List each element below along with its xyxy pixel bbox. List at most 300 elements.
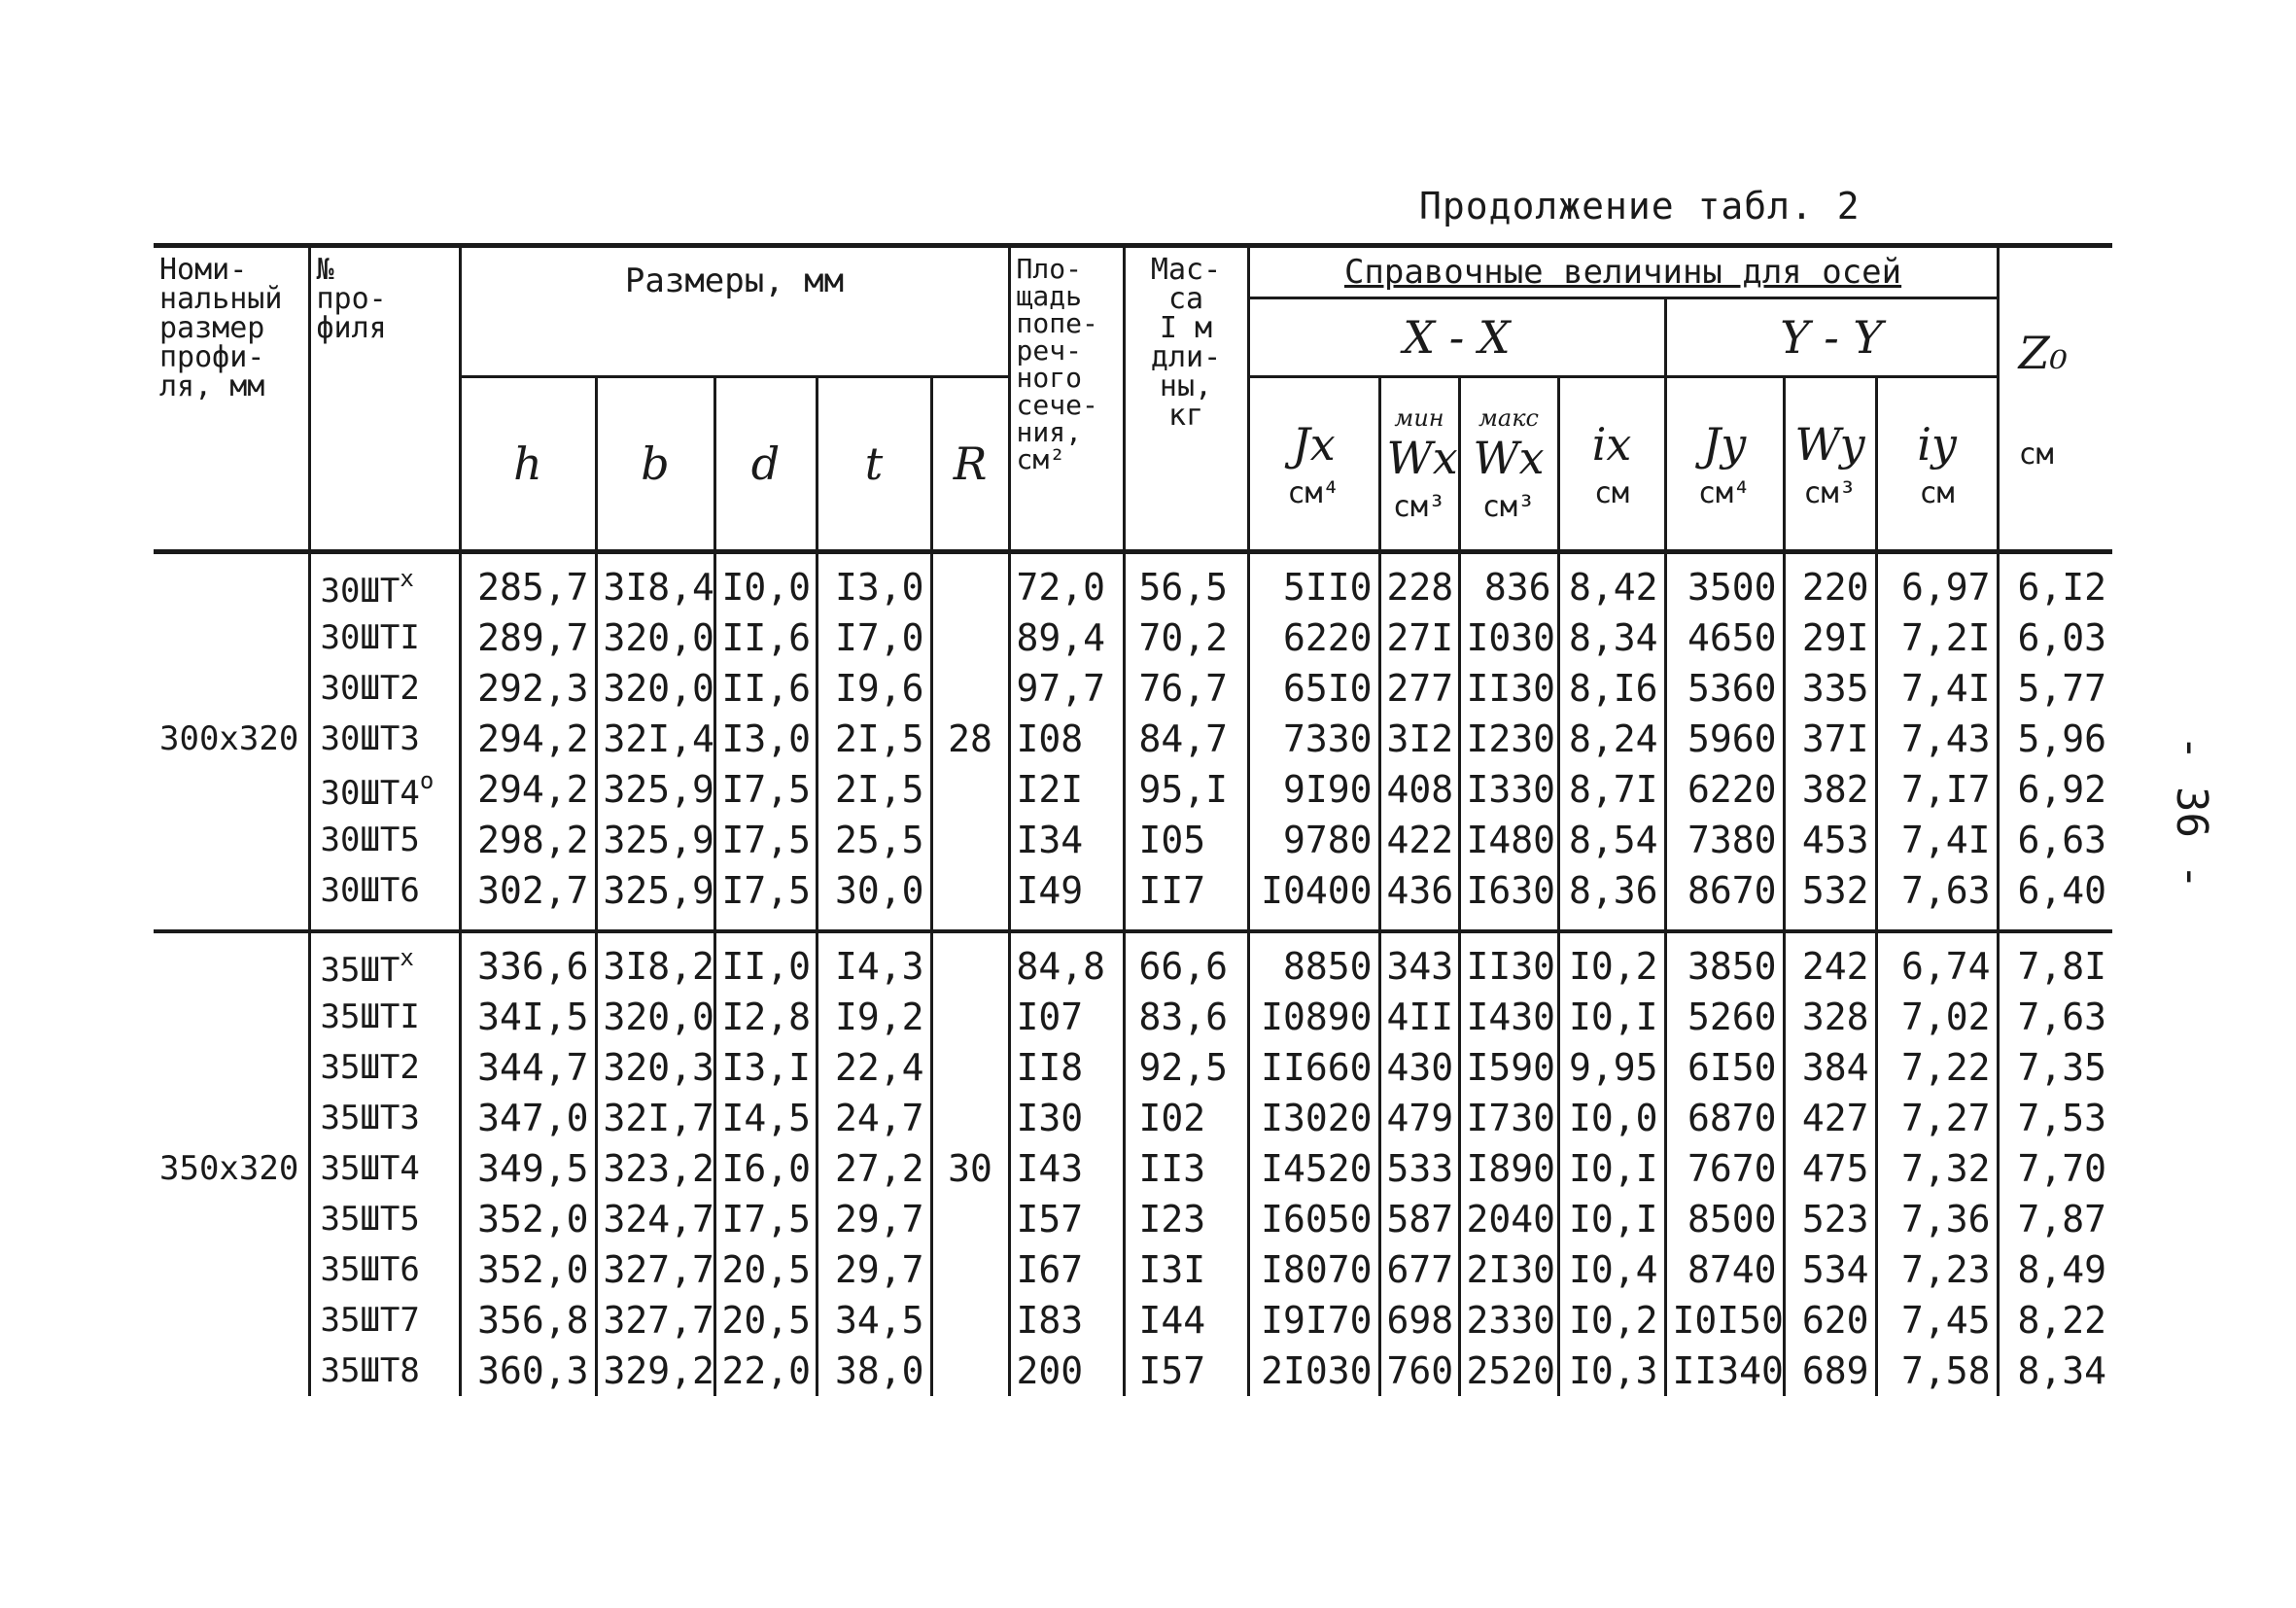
iy-cell: 7,45 — [1876, 1295, 1998, 1346]
ix-cell: I0,0 — [1558, 1093, 1665, 1143]
z0-cell: 6,03 — [1998, 612, 2112, 663]
wy-cell: 384 — [1784, 1042, 1876, 1093]
profile-cell — [309, 663, 460, 714]
area-cell: I83 — [1009, 1295, 1124, 1346]
wx-max-cell: I630 — [1459, 865, 1558, 916]
iy-cell: 7,32 — [1876, 1143, 1998, 1194]
table-row — [154, 1295, 2112, 1346]
area-cell: I57 — [1009, 1194, 1124, 1244]
iy-cell: 7,58 — [1876, 1346, 1998, 1396]
wy-header: Wy см³ — [1784, 377, 1876, 552]
jy-cell: 7670 — [1665, 1143, 1784, 1194]
h-cell: 336,6 — [460, 931, 596, 992]
jx-cell: 2I030 — [1248, 1346, 1379, 1396]
table-row — [154, 992, 2112, 1042]
mass-header: Мас- са I м дли- ны, кг — [1124, 246, 1248, 552]
wy-cell: 620 — [1784, 1295, 1876, 1346]
ix-cell: 8,34 — [1558, 612, 1665, 663]
jx-cell: 8850 — [1248, 931, 1379, 992]
wy-cell: 382 — [1784, 764, 1876, 815]
wy-cell: 328 — [1784, 992, 1876, 1042]
ix-cell: I0,4 — [1558, 1244, 1665, 1295]
z0-cell: 5,77 — [1998, 663, 2112, 714]
iy-header: iy см — [1876, 377, 1998, 552]
ix-cell: I0,2 — [1558, 1295, 1665, 1346]
mass-cell: 76,7 — [1124, 663, 1248, 714]
d-header: d — [714, 377, 817, 552]
b-cell: 3I8,2 — [596, 931, 714, 992]
jy-cell: 3850 — [1665, 931, 1784, 992]
table-row — [154, 865, 2112, 916]
iy-cell: 7,63 — [1876, 865, 1998, 916]
profile-cell — [309, 815, 460, 865]
group-separator — [154, 916, 2112, 931]
b-cell: 323,2 — [596, 1143, 714, 1194]
z0-cell: 6,40 — [1998, 865, 2112, 916]
area-cell: II8 — [1009, 1042, 1124, 1093]
jx-cell: I3020 — [1248, 1093, 1379, 1143]
ix-cell: 8,7I — [1558, 764, 1665, 815]
ix-cell: I0,2 — [1558, 931, 1665, 992]
z0-cell: 7,63 — [1998, 992, 2112, 1042]
profile-label: 35ШТ7 — [320, 1301, 420, 1340]
r-cell — [931, 1194, 1009, 1244]
jy-cell: 6220 — [1665, 764, 1784, 815]
table-row — [154, 612, 2112, 663]
jx-cell: II660 — [1248, 1042, 1379, 1093]
nominal-size-cell — [154, 815, 309, 865]
b-cell: 327,7 — [596, 1295, 714, 1346]
profile-cell — [309, 1093, 460, 1143]
table-row — [154, 764, 2112, 815]
h-cell: 289,7 — [460, 612, 596, 663]
table-row — [154, 663, 2112, 714]
d-cell: II,6 — [714, 612, 817, 663]
mass-cell: I23 — [1124, 1194, 1248, 1244]
profile-label: 30ШТ — [320, 571, 400, 611]
ix-cell: I0,3 — [1558, 1346, 1665, 1396]
b-cell: 329,2 — [596, 1346, 714, 1396]
wx-min-cell: 3I2 — [1379, 714, 1459, 764]
b-cell: 325,9 — [596, 865, 714, 916]
area-cell: 89,4 — [1009, 612, 1124, 663]
nominal-size-cell — [154, 663, 309, 714]
b-cell: 324,7 — [596, 1194, 714, 1244]
separator-cell — [817, 916, 931, 931]
h-cell: 298,2 — [460, 815, 596, 865]
table-body — [154, 552, 2112, 1397]
t-cell: 24,7 — [817, 1093, 931, 1143]
r-cell — [931, 865, 1009, 916]
nominal-size-cell — [154, 1194, 309, 1244]
iy-cell: 7,I7 — [1876, 764, 1998, 815]
wx-min-cell: 27I — [1379, 612, 1459, 663]
h-cell: 360,3 — [460, 1346, 596, 1396]
area-cell: 84,8 — [1009, 931, 1124, 992]
jy-cell: II340 — [1665, 1346, 1784, 1396]
z0-cell: 7,8I — [1998, 931, 2112, 992]
z0-cell: 7,70 — [1998, 1143, 2112, 1194]
table-row — [154, 815, 2112, 865]
profile-mark: x — [400, 943, 414, 971]
h-cell: 347,0 — [460, 1093, 596, 1143]
iy-cell: 7,02 — [1876, 992, 1998, 1042]
mass-cell: 84,7 — [1124, 714, 1248, 764]
r-cell — [931, 992, 1009, 1042]
z0-cell: 6,I2 — [1998, 552, 2112, 613]
profile-cell — [309, 865, 460, 916]
d-cell: I3,I — [714, 1042, 817, 1093]
profiles-table — [154, 243, 2112, 1396]
t-cell: I9,6 — [817, 663, 931, 714]
h-cell: 285,7 — [460, 552, 596, 613]
iy-cell: 7,2I — [1876, 612, 1998, 663]
jy-cell: 3500 — [1665, 552, 1784, 613]
wx-max-cell: 2I30 — [1459, 1244, 1558, 1295]
t-cell: 29,7 — [817, 1244, 931, 1295]
mass-cell: 83,6 — [1124, 992, 1248, 1042]
axis-y-header: Y - Y — [1665, 298, 1998, 377]
r-cell — [931, 1295, 1009, 1346]
ix-cell: I0,I — [1558, 992, 1665, 1042]
wx-max-cell: II30 — [1459, 663, 1558, 714]
iy-cell: 6,74 — [1876, 931, 1998, 992]
ix-cell: 9,95 — [1558, 1042, 1665, 1093]
jx-cell: I4520 — [1248, 1143, 1379, 1194]
jy-cell: 5260 — [1665, 992, 1784, 1042]
nominal-size-cell — [154, 931, 309, 992]
separator-cell — [1459, 916, 1558, 931]
table-row — [154, 552, 2112, 613]
profile-cell — [309, 1244, 460, 1295]
wx-min-cell: 533 — [1379, 1143, 1459, 1194]
r-cell — [931, 1093, 1009, 1143]
iy-cell: 7,4I — [1876, 663, 1998, 714]
wy-cell: 242 — [1784, 931, 1876, 992]
iy-cell: 7,22 — [1876, 1042, 1998, 1093]
mass-cell: I3I — [1124, 1244, 1248, 1295]
wx-max-cell: 2330 — [1459, 1295, 1558, 1346]
ix-cell: 8,54 — [1558, 815, 1665, 865]
profile-label: 35ШТ2 — [320, 1048, 420, 1087]
jx-cell: 7330 — [1248, 714, 1379, 764]
profile-cell — [309, 1295, 460, 1346]
jy-cell: 8500 — [1665, 1194, 1784, 1244]
ix-cell: 8,24 — [1558, 714, 1665, 764]
separator-cell — [1248, 916, 1379, 931]
d-cell: I2,8 — [714, 992, 817, 1042]
separator-cell — [1124, 916, 1248, 931]
nominal-size-cell — [154, 1295, 309, 1346]
t-cell: 2I,5 — [817, 764, 931, 815]
wx-min-cell: 228 — [1379, 552, 1459, 613]
mass-cell: 66,6 — [1124, 931, 1248, 992]
d-cell: I0,0 — [714, 552, 817, 613]
b-cell: 320,0 — [596, 992, 714, 1042]
profile-label: 35ШТ3 — [320, 1099, 420, 1137]
d-cell: I7,5 — [714, 764, 817, 815]
nominal-size-cell — [154, 764, 309, 815]
jx-cell: 9780 — [1248, 815, 1379, 865]
z0-cell: 8,49 — [1998, 1244, 2112, 1295]
jx-cell: 65I0 — [1248, 663, 1379, 714]
wy-cell: 220 — [1784, 552, 1876, 613]
jx-header: Jx см⁴ — [1248, 377, 1379, 552]
profile-cell — [309, 552, 460, 613]
wx-max-cell: 2520 — [1459, 1346, 1558, 1396]
table-row — [154, 1143, 2112, 1194]
nominal-size-cell — [154, 1244, 309, 1295]
profile-number-header: № про- филя — [309, 246, 460, 552]
wy-cell: 523 — [1784, 1194, 1876, 1244]
wx-max-cell: 2040 — [1459, 1194, 1558, 1244]
jy-cell: 8670 — [1665, 865, 1784, 916]
area-cell: I43 — [1009, 1143, 1124, 1194]
jy-cell: 6870 — [1665, 1093, 1784, 1143]
h-cell: 352,0 — [460, 1194, 596, 1244]
h-cell: 302,7 — [460, 865, 596, 916]
z0-header: Z₀ см — [1998, 246, 2112, 552]
profile-label: 30ШТ3 — [320, 719, 420, 758]
wx-max-cell: 836 — [1459, 552, 1558, 613]
mass-cell: II3 — [1124, 1143, 1248, 1194]
jy-cell: 5960 — [1665, 714, 1784, 764]
wx-max-cell: I230 — [1459, 714, 1558, 764]
area-cell: I08 — [1009, 714, 1124, 764]
wx-max-cell: I430 — [1459, 992, 1558, 1042]
area-cell: 97,7 — [1009, 663, 1124, 714]
wy-cell: 37I — [1784, 714, 1876, 764]
mass-cell: 95,I — [1124, 764, 1248, 815]
area-cell: I30 — [1009, 1093, 1124, 1143]
t-cell: 22,4 — [817, 1042, 931, 1093]
table-row — [154, 1042, 2112, 1093]
jy-cell: 7380 — [1665, 815, 1784, 865]
wx-max-cell: I730 — [1459, 1093, 1558, 1143]
separator-cell — [714, 916, 817, 931]
z0-cell: 7,35 — [1998, 1042, 2112, 1093]
profile-label: 35ШТ6 — [320, 1250, 420, 1289]
d-cell: 20,5 — [714, 1295, 817, 1346]
iy-cell: 7,36 — [1876, 1194, 1998, 1244]
z0-cell: 6,63 — [1998, 815, 2112, 865]
wx-min-cell: 677 — [1379, 1244, 1459, 1295]
profile-label: 35ШТ8 — [320, 1351, 420, 1390]
r-cell — [931, 552, 1009, 613]
b-cell: 3I8,4 — [596, 552, 714, 613]
wx-max-cell: I030 — [1459, 612, 1558, 663]
t-cell: 25,5 — [817, 815, 931, 865]
profile-label: 30ШТ5 — [320, 821, 420, 859]
profile-label: 35ШТ — [320, 950, 400, 990]
nominal-size-cell — [154, 865, 309, 916]
table-caption: Продолжение табл. 2 — [1419, 185, 1861, 227]
profile-label: 30ШТ4 — [320, 773, 420, 813]
mass-cell: II7 — [1124, 865, 1248, 916]
z0-cell: 7,87 — [1998, 1194, 2112, 1244]
profile-mark: x — [400, 564, 414, 592]
d-cell: I7,5 — [714, 1194, 817, 1244]
separator-cell — [1876, 916, 1998, 931]
mass-cell: 92,5 — [1124, 1042, 1248, 1093]
mass-cell: 56,5 — [1124, 552, 1248, 613]
wx-min-header: мин Wx см³ — [1379, 377, 1459, 552]
b-cell: 320,3 — [596, 1042, 714, 1093]
jx-cell: 9I90 — [1248, 764, 1379, 815]
t-cell: I3,0 — [817, 552, 931, 613]
jx-cell: 5II0 — [1248, 552, 1379, 613]
t-cell: 29,7 — [817, 1194, 931, 1244]
profile-label: 35ШТ5 — [320, 1200, 420, 1239]
area-cell: 200 — [1009, 1346, 1124, 1396]
nominal-size-header: Номи- нальный размер профи- ля, мм — [154, 246, 309, 552]
r-cell — [931, 931, 1009, 992]
h-cell: 292,3 — [460, 663, 596, 714]
d-cell: I7,5 — [714, 815, 817, 865]
separator-cell — [1558, 916, 1665, 931]
r-cell — [931, 1042, 1009, 1093]
h-header: h — [460, 377, 596, 552]
b-cell: 320,0 — [596, 663, 714, 714]
separator-cell — [1784, 916, 1876, 931]
b-header: b — [596, 377, 714, 552]
profile-label: 30ШТ6 — [320, 871, 420, 910]
separator-cell — [1665, 916, 1784, 931]
wx-min-cell: 277 — [1379, 663, 1459, 714]
h-cell: 352,0 — [460, 1244, 596, 1295]
profile-cell — [309, 764, 460, 815]
h-cell: 356,8 — [460, 1295, 596, 1346]
b-cell: 327,7 — [596, 1244, 714, 1295]
wy-cell: 335 — [1784, 663, 1876, 714]
jy-cell: I0I50 — [1665, 1295, 1784, 1346]
area-cell: 72,0 — [1009, 552, 1124, 613]
r-cell — [931, 815, 1009, 865]
h-cell: 294,2 — [460, 714, 596, 764]
wx-min-cell: 343 — [1379, 931, 1459, 992]
profile-cell — [309, 992, 460, 1042]
profile-cell — [309, 931, 460, 992]
separator-cell — [931, 916, 1009, 931]
wy-cell: 29I — [1784, 612, 1876, 663]
jx-cell: I8070 — [1248, 1244, 1379, 1295]
profile-cell — [309, 1042, 460, 1093]
separator-cell — [1009, 916, 1124, 931]
table-row — [154, 1244, 2112, 1295]
h-cell: 294,2 — [460, 764, 596, 815]
d-cell: I3,0 — [714, 714, 817, 764]
table-row — [154, 1194, 2112, 1244]
wx-min-cell: 436 — [1379, 865, 1459, 916]
jy-cell: 4650 — [1665, 612, 1784, 663]
wy-cell: 534 — [1784, 1244, 1876, 1295]
wy-cell: 689 — [1784, 1346, 1876, 1396]
nominal-size-cell — [154, 1346, 309, 1396]
wx-min-cell: 430 — [1379, 1042, 1459, 1093]
d-cell: II,0 — [714, 931, 817, 992]
separator-cell — [1379, 916, 1459, 931]
iy-cell: 7,23 — [1876, 1244, 1998, 1295]
mass-cell: I02 — [1124, 1093, 1248, 1143]
jx-cell: I0400 — [1248, 865, 1379, 916]
h-cell: 34I,5 — [460, 992, 596, 1042]
wx-max-cell: II30 — [1459, 931, 1558, 992]
r-header: R — [931, 377, 1009, 552]
nominal-size-cell: 350x320 — [159, 1149, 299, 1188]
ix-cell: 8,I6 — [1558, 663, 1665, 714]
nominal-size-cell — [154, 1093, 309, 1143]
z0-cell: 6,92 — [1998, 764, 2112, 815]
r-cell — [931, 764, 1009, 815]
r-cell — [931, 1244, 1009, 1295]
z0-cell: 5,96 — [1998, 714, 2112, 764]
jy-cell: 8740 — [1665, 1244, 1784, 1295]
t-cell: I4,3 — [817, 931, 931, 992]
ix-cell: 8,42 — [1558, 552, 1665, 613]
iy-cell: 6,97 — [1876, 552, 1998, 613]
d-cell: 22,0 — [714, 1346, 817, 1396]
page-number: - 36 - — [2166, 735, 2216, 890]
t-cell: 30,0 — [817, 865, 931, 916]
table-row — [154, 931, 2112, 992]
profile-label: 30ШТI — [320, 618, 420, 657]
d-cell: II,6 — [714, 663, 817, 714]
r-cell: 30 — [931, 1143, 1009, 1194]
area-header: Пло- щадь попе- реч- ного сече- ния, см² — [1009, 246, 1124, 552]
b-cell: 32I,4 — [596, 714, 714, 764]
d-cell: I6,0 — [714, 1143, 817, 1194]
nominal-size-cell — [154, 612, 309, 663]
reference-values-header: Справочные величины для осей — [1248, 246, 1998, 298]
profile-cell — [309, 1346, 460, 1396]
separator-cell — [1998, 916, 2112, 931]
ix-header: ix см — [1558, 377, 1665, 552]
profile-cell — [309, 612, 460, 663]
t-cell: 38,0 — [817, 1346, 931, 1396]
ix-cell: 8,36 — [1558, 865, 1665, 916]
mass-cell: 70,2 — [1124, 612, 1248, 663]
axis-x-header: X - X — [1248, 298, 1665, 377]
wx-max-cell: I480 — [1459, 815, 1558, 865]
b-cell: 325,9 — [596, 815, 714, 865]
wy-cell: 475 — [1784, 1143, 1876, 1194]
nominal-size-cell — [154, 992, 309, 1042]
profile-label: 35ШТ4 — [320, 1149, 420, 1188]
r-cell — [931, 663, 1009, 714]
profile-cell — [309, 1143, 460, 1194]
wx-max-cell: I330 — [1459, 764, 1558, 815]
d-cell: 20,5 — [714, 1244, 817, 1295]
t-cell: 2I,5 — [817, 714, 931, 764]
profile-label: 30ШТ2 — [320, 669, 420, 708]
z0-cell: 7,53 — [1998, 1093, 2112, 1143]
b-cell: 32I,7 — [596, 1093, 714, 1143]
jy-cell: 6I50 — [1665, 1042, 1784, 1093]
separator-cell — [309, 916, 460, 931]
area-cell: I07 — [1009, 992, 1124, 1042]
profile-mark: о — [419, 766, 435, 794]
jx-cell: I0890 — [1248, 992, 1379, 1042]
jx-cell: I6050 — [1248, 1194, 1379, 1244]
jy-cell: 5360 — [1665, 663, 1784, 714]
table-row — [154, 1093, 2112, 1143]
t-cell: 34,5 — [817, 1295, 931, 1346]
ix-cell: I0,I — [1558, 1194, 1665, 1244]
h-cell: 349,5 — [460, 1143, 596, 1194]
wx-min-cell: 760 — [1379, 1346, 1459, 1396]
jy-header: Jy см⁴ — [1665, 377, 1784, 552]
wx-min-cell: 4II — [1379, 992, 1459, 1042]
